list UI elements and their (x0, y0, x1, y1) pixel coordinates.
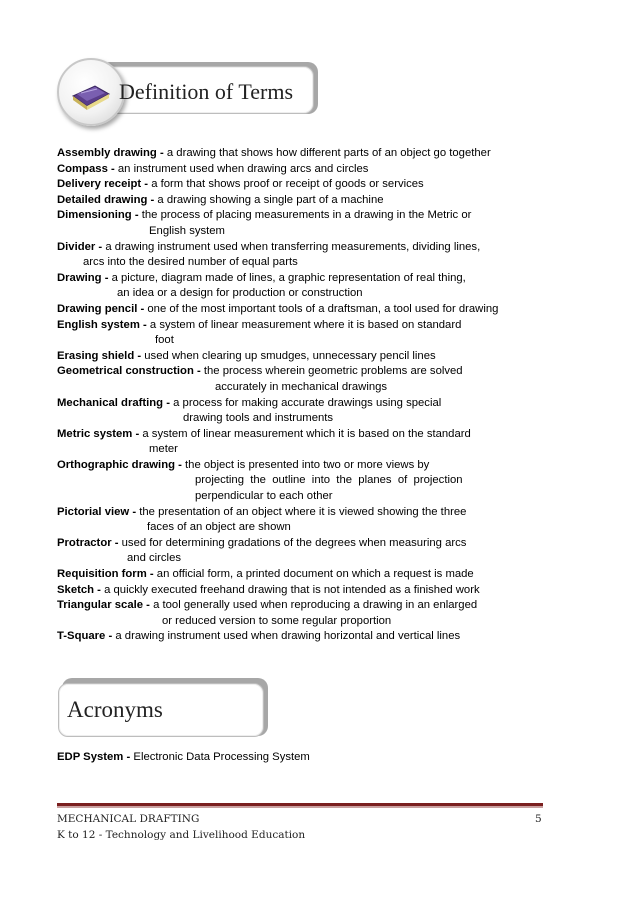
definition-definition: the process of placing measurements in a drawing in the Metric or (138, 209, 472, 222)
definition-definition-continued: or reduced version to some regular proportion (162, 614, 392, 627)
footer-rule-shadow (57, 806, 543, 808)
definition-term: Detailed drawing - (57, 193, 155, 206)
definition-item (57, 536, 537, 552)
definition-definition: the process wherein geometric problems are solved (200, 365, 463, 378)
definition-definition: used for determining gradations of the degrees when measuring arcs (118, 536, 467, 549)
section-title-acronyms: Acronyms (67, 697, 163, 722)
definition-item (57, 240, 537, 256)
definition-term: Assembly drawing - (57, 147, 164, 159)
definition-term: Delivery receipt - (57, 178, 149, 191)
definition-definition-continued: an idea or a design for production or construction (117, 287, 363, 300)
definition-definition-continued: English system (149, 224, 225, 237)
definition-item (57, 598, 537, 614)
definition-item (57, 349, 537, 365)
definition-definition-continued: projecting the outline into the planes of projection (195, 474, 463, 487)
definition-item (57, 583, 537, 599)
definition-item (57, 193, 537, 209)
definitions-list (57, 146, 537, 645)
definition-term: Erasing shield - (57, 349, 142, 362)
definition-term: Orthographic drawing - (57, 458, 182, 471)
definition-term: Sketch - (57, 583, 101, 596)
section-header-badge (57, 58, 125, 126)
definition-definition: a drawing that shows how different parts of an object go together (163, 147, 491, 159)
definition-definition-continued: drawing tools and instruments (183, 412, 334, 425)
definition-definition-continued: meter (149, 443, 178, 456)
definition-term: Protractor - (57, 536, 119, 549)
acronym-definition: Electronic Data Processing System (130, 751, 310, 763)
definition-term: English system - (57, 318, 147, 331)
definition-definition: an instrument used when drawing arcs and circles (114, 162, 369, 175)
definition-item (57, 629, 537, 645)
definition-term: Drawing - (57, 271, 109, 284)
definition-item (57, 396, 537, 412)
footer-title: MECHANICAL DRAFTING (57, 813, 200, 825)
definition-definition-continued: faces of an object are shown (147, 521, 291, 534)
definition-definition: one of the most important tools of a draftsman, a tool used for drawing (144, 302, 499, 315)
definition-definition: a drawing instrument used when transferring measurements, dividing lines, (102, 240, 481, 253)
definition-item (57, 505, 537, 521)
definition-item (57, 302, 537, 318)
definition-definition-continued: accurately in mechanical drawings (215, 380, 388, 393)
definition-term: Dimensioning - (57, 209, 139, 222)
definition-definition: a drawing instrument used when drawing horizontal and vertical lines (112, 630, 461, 643)
definition-item (57, 177, 537, 193)
definition-definition: the presentation of an object where it is viewed showing the three (136, 505, 467, 518)
definition-term: Triangular scale - (57, 599, 150, 612)
definition-item (57, 427, 537, 443)
definition-definition: an official form, a printed document on which a request is made (153, 568, 474, 581)
definition-definition: a system of linear measurement where it is based on standard (146, 318, 462, 331)
acronym-term: EDP System - (57, 751, 131, 763)
definition-definition: a quickly executed freehand drawing that is not intended as a finished work (100, 583, 480, 596)
definition-term: Geometrical construction - (57, 365, 201, 378)
definition-definition: a form that shows proof or receipt of goods or services (148, 178, 424, 191)
definition-item (57, 364, 537, 380)
definition-definition-continued: and circles (127, 552, 181, 565)
definition-definition: a picture, diagram made of lines, a graphic representation of real thing, (108, 271, 466, 284)
page-number: 5 (535, 813, 542, 825)
definition-item (57, 146, 537, 162)
definition-definition: a tool generally used when reproducing a drawing in an enlarged (149, 599, 478, 612)
definition-term: Pictorial view - (57, 505, 137, 518)
definition-item (57, 208, 537, 224)
definition-item (57, 318, 537, 334)
definition-term: Divider - (57, 240, 103, 253)
definition-item (57, 162, 537, 178)
definition-item (57, 567, 537, 583)
footer-subtitle: K to 12 - Technology and Livelihood Education (57, 829, 306, 841)
definition-definition-continued: arcs into the desired number of equal parts (83, 256, 298, 269)
definition-definition: used when clearing up smudges, unnecessary pencil lines (141, 349, 436, 362)
definition-definition: a drawing showing a single part of a machine (154, 193, 384, 206)
definition-definition: a process for making accurate drawings using special (170, 396, 442, 409)
acronym-item (57, 750, 537, 766)
book-icon (59, 60, 123, 124)
definition-item (57, 271, 537, 287)
definition-term: Mechanical drafting - (57, 396, 170, 409)
definition-term: Metric system - (57, 427, 140, 440)
definition-definition: a system of linear measurement which it is based on the standard (139, 427, 471, 440)
section-title-definitions: Definition of Terms (119, 79, 294, 104)
definition-term: Requisition form - (57, 568, 154, 581)
definition-term: Drawing pencil - (57, 302, 145, 315)
definition-definition-continued: foot (155, 334, 174, 347)
definition-term: T-Square - (57, 630, 113, 643)
definition-definition-continued: perpendicular to each other (195, 490, 333, 503)
definition-item (57, 458, 537, 474)
acronyms-list (57, 750, 537, 766)
definition-definition: the object is presented into two or more views by (181, 458, 430, 471)
definition-term: Compass - (57, 162, 115, 175)
